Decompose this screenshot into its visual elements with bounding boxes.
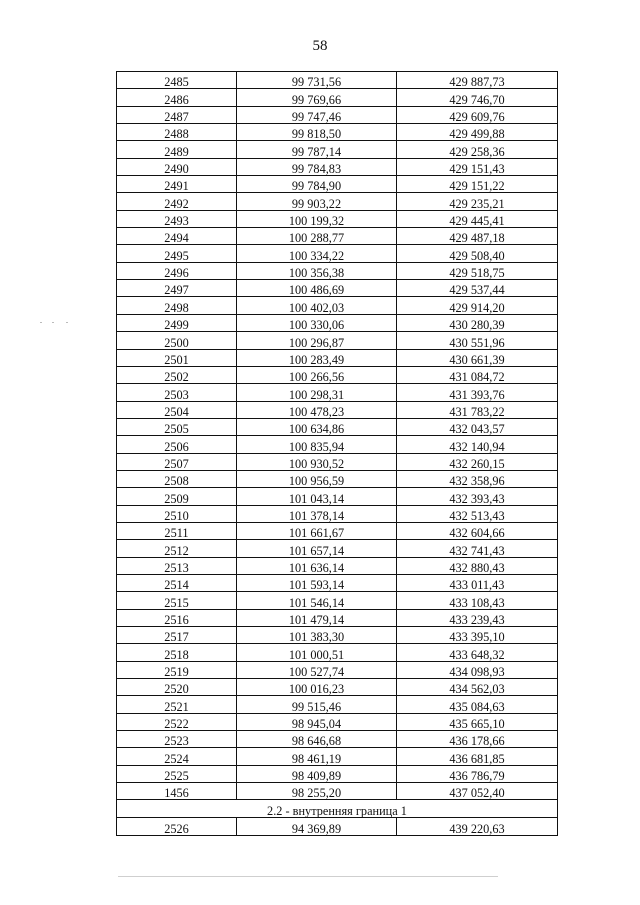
point-number-cell: 2525: [117, 765, 237, 782]
x-coordinate-cell: 100 016,23: [237, 679, 397, 696]
scan-speck: [52, 322, 54, 323]
point-number-cell: 2507: [117, 453, 237, 470]
x-coordinate-cell: 101 000,51: [237, 644, 397, 661]
y-coordinate-cell: 433 395,10: [397, 627, 558, 644]
x-coordinate-cell: 99 769,66: [237, 89, 397, 106]
x-coordinate-cell: 100 288,77: [237, 228, 397, 245]
point-number-cell: 2516: [117, 609, 237, 626]
x-coordinate-cell: 101 378,14: [237, 505, 397, 522]
point-number-cell: 2494: [117, 228, 237, 245]
scan-speck: [40, 322, 42, 323]
y-coordinate-cell: 429 746,70: [397, 89, 558, 106]
x-coordinate-cell: 98 646,68: [237, 731, 397, 748]
table-row: [117, 332, 558, 349]
x-coordinate-cell: 101 657,14: [237, 540, 397, 557]
point-number-cell: 2485: [117, 72, 237, 89]
table-row: [117, 401, 558, 418]
point-number-cell: 2487: [117, 106, 237, 123]
x-coordinate-cell: 101 546,14: [237, 592, 397, 609]
x-coordinate-cell: 99 903,22: [237, 193, 397, 210]
section-row: [117, 800, 558, 817]
table-row: [117, 557, 558, 574]
x-coordinate-cell: 100 930,52: [237, 453, 397, 470]
table-row: [117, 748, 558, 765]
x-coordinate-cell: 100 298,31: [237, 384, 397, 401]
table-row: [117, 349, 558, 366]
table-row: [117, 297, 558, 314]
x-coordinate-cell: 101 043,14: [237, 488, 397, 505]
table-row: [117, 106, 558, 123]
x-coordinate-cell: 101 636,14: [237, 557, 397, 574]
y-coordinate-cell: 434 562,03: [397, 679, 558, 696]
point-number-cell: 2497: [117, 280, 237, 297]
point-number-cell: 2504: [117, 401, 237, 418]
point-number-cell: 2517: [117, 627, 237, 644]
y-coordinate-cell: 429 508,40: [397, 245, 558, 262]
x-coordinate-cell: 100 402,03: [237, 297, 397, 314]
x-coordinate-cell: 100 283,49: [237, 349, 397, 366]
table-row: [117, 696, 558, 713]
point-number-cell: 2520: [117, 679, 237, 696]
x-coordinate-cell: 101 593,14: [237, 574, 397, 591]
coordinates-table: [116, 71, 558, 836]
table-row: [117, 176, 558, 193]
x-coordinate-cell: 100 835,94: [237, 436, 397, 453]
table-row: [117, 228, 558, 245]
page-number: 58: [312, 38, 328, 54]
y-coordinate-cell: 433 239,43: [397, 609, 558, 626]
x-coordinate-cell: 100 634,86: [237, 418, 397, 435]
x-coordinate-cell: 100 266,56: [237, 366, 397, 383]
point-number-cell: 2514: [117, 574, 237, 591]
table-row: [117, 713, 558, 730]
y-coordinate-cell: 432 393,43: [397, 488, 558, 505]
x-coordinate-cell: 98 255,20: [237, 783, 397, 800]
point-number-cell: 2501: [117, 349, 237, 366]
y-coordinate-cell: 429 518,75: [397, 262, 558, 279]
table-row: [117, 783, 558, 800]
y-coordinate-cell: 429 609,76: [397, 106, 558, 123]
y-coordinate-cell: 435 665,10: [397, 713, 558, 730]
point-number-cell: 2505: [117, 418, 237, 435]
table-row: [117, 574, 558, 591]
y-coordinate-cell: 429 151,22: [397, 176, 558, 193]
point-number-cell: 2511: [117, 522, 237, 539]
table-row: [117, 488, 558, 505]
y-coordinate-cell: 429 499,88: [397, 124, 558, 141]
point-number-cell: 2490: [117, 158, 237, 175]
x-coordinate-cell: 98 409,89: [237, 765, 397, 782]
scan-speck: [66, 322, 68, 323]
x-coordinate-cell: 99 784,83: [237, 158, 397, 175]
table-row: [117, 72, 558, 89]
table-row: [117, 453, 558, 470]
table-row: [117, 262, 558, 279]
point-number-cell: 2521: [117, 696, 237, 713]
table-row: [117, 470, 558, 487]
table-row: [117, 314, 558, 331]
x-coordinate-cell: 101 479,14: [237, 609, 397, 626]
x-coordinate-cell: 99 818,50: [237, 124, 397, 141]
y-coordinate-cell: 432 604,66: [397, 522, 558, 539]
point-number-cell: 2512: [117, 540, 237, 557]
table-row: [117, 210, 558, 227]
x-coordinate-cell: 100 527,74: [237, 661, 397, 678]
point-number-cell: 2508: [117, 470, 237, 487]
table-row: [117, 158, 558, 175]
y-coordinate-cell: 429 445,41: [397, 210, 558, 227]
table-row: [117, 124, 558, 141]
table-row: [117, 505, 558, 522]
y-coordinate-cell: 433 108,43: [397, 592, 558, 609]
y-coordinate-cell: 437 052,40: [397, 783, 558, 800]
point-number-cell: 2492: [117, 193, 237, 210]
point-number-cell: 2510: [117, 505, 237, 522]
point-number-cell: 2489: [117, 141, 237, 158]
table-row: [117, 644, 558, 661]
y-coordinate-cell: 432 358,96: [397, 470, 558, 487]
table-row: [117, 679, 558, 696]
x-coordinate-cell: 101 383,30: [237, 627, 397, 644]
table-row: [117, 418, 558, 435]
table-row: [117, 522, 558, 539]
point-number-cell: 2500: [117, 332, 237, 349]
point-number-cell: 2506: [117, 436, 237, 453]
point-number-cell: 2522: [117, 713, 237, 730]
table-row: [117, 245, 558, 262]
table-row: [117, 193, 558, 210]
y-coordinate-cell: 434 098,93: [397, 661, 558, 678]
point-number-cell: 2488: [117, 124, 237, 141]
y-coordinate-cell: 429 914,20: [397, 297, 558, 314]
point-number-cell: 2526: [117, 817, 237, 835]
point-number-cell: 2491: [117, 176, 237, 193]
point-number-cell: 2518: [117, 644, 237, 661]
scan-edge-line: [118, 876, 498, 877]
x-coordinate-cell: 100 199,32: [237, 210, 397, 227]
table-row: [117, 765, 558, 782]
table-row: [117, 540, 558, 557]
y-coordinate-cell: 432 043,57: [397, 418, 558, 435]
section-title: 2.2 - внутренняя граница 1: [117, 800, 558, 817]
x-coordinate-cell: 99 784,90: [237, 176, 397, 193]
point-number-cell: 2523: [117, 731, 237, 748]
x-coordinate-cell: 100 296,87: [237, 332, 397, 349]
table-row: [117, 436, 558, 453]
point-number-cell: 2502: [117, 366, 237, 383]
y-coordinate-cell: 432 513,43: [397, 505, 558, 522]
x-coordinate-cell: 100 356,38: [237, 262, 397, 279]
x-coordinate-cell: 101 661,67: [237, 522, 397, 539]
point-number-cell: 1456: [117, 783, 237, 800]
point-number-cell: 2509: [117, 488, 237, 505]
point-number-cell: 2503: [117, 384, 237, 401]
x-coordinate-cell: 99 787,14: [237, 141, 397, 158]
y-coordinate-cell: 435 084,63: [397, 696, 558, 713]
x-coordinate-cell: 100 478,23: [237, 401, 397, 418]
y-coordinate-cell: 429 537,44: [397, 280, 558, 297]
point-number-cell: 2519: [117, 661, 237, 678]
point-number-cell: 2513: [117, 557, 237, 574]
point-number-cell: 2486: [117, 89, 237, 106]
point-number-cell: 2493: [117, 210, 237, 227]
x-coordinate-cell: 99 731,56: [237, 72, 397, 89]
x-coordinate-cell: 100 334,22: [237, 245, 397, 262]
x-coordinate-cell: 98 461,19: [237, 748, 397, 765]
table-row: [117, 592, 558, 609]
y-coordinate-cell: 430 661,39: [397, 349, 558, 366]
point-number-cell: 2495: [117, 245, 237, 262]
table-row: [117, 817, 558, 835]
x-coordinate-cell: 99 515,46: [237, 696, 397, 713]
y-coordinate-cell: 429 258,36: [397, 141, 558, 158]
table-row: [117, 89, 558, 106]
table-row: [117, 280, 558, 297]
y-coordinate-cell: 436 786,79: [397, 765, 558, 782]
point-number-cell: 2496: [117, 262, 237, 279]
x-coordinate-cell: 99 747,46: [237, 106, 397, 123]
table-row: [117, 731, 558, 748]
x-coordinate-cell: 100 486,69: [237, 280, 397, 297]
table-row: [117, 366, 558, 383]
table-row: [117, 609, 558, 626]
table-row: [117, 384, 558, 401]
table-row: [117, 627, 558, 644]
coordinates-table-body: [117, 72, 558, 836]
y-coordinate-cell: 436 681,85: [397, 748, 558, 765]
point-number-cell: 2499: [117, 314, 237, 331]
y-coordinate-cell: 439 220,63: [397, 817, 558, 835]
y-coordinate-cell: 432 260,15: [397, 453, 558, 470]
y-coordinate-cell: 429 235,21: [397, 193, 558, 210]
y-coordinate-cell: 429 151,43: [397, 158, 558, 175]
y-coordinate-cell: 432 741,43: [397, 540, 558, 557]
y-coordinate-cell: 431 084,72: [397, 366, 558, 383]
y-coordinate-cell: 429 487,18: [397, 228, 558, 245]
y-coordinate-cell: 436 178,66: [397, 731, 558, 748]
y-coordinate-cell: 432 880,43: [397, 557, 558, 574]
y-coordinate-cell: 433 011,43: [397, 574, 558, 591]
table-row: [117, 141, 558, 158]
y-coordinate-cell: 430 280,39: [397, 314, 558, 331]
x-coordinate-cell: 100 956,59: [237, 470, 397, 487]
point-number-cell: 2515: [117, 592, 237, 609]
y-coordinate-cell: 433 648,32: [397, 644, 558, 661]
x-coordinate-cell: 94 369,89: [237, 817, 397, 835]
table-row: [117, 661, 558, 678]
x-coordinate-cell: 100 330,06: [237, 314, 397, 331]
y-coordinate-cell: 431 393,76: [397, 384, 558, 401]
y-coordinate-cell: 431 783,22: [397, 401, 558, 418]
y-coordinate-cell: 432 140,94: [397, 436, 558, 453]
x-coordinate-cell: 98 945,04: [237, 713, 397, 730]
point-number-cell: 2524: [117, 748, 237, 765]
y-coordinate-cell: 430 551,96: [397, 332, 558, 349]
point-number-cell: 2498: [117, 297, 237, 314]
y-coordinate-cell: 429 887,73: [397, 72, 558, 89]
